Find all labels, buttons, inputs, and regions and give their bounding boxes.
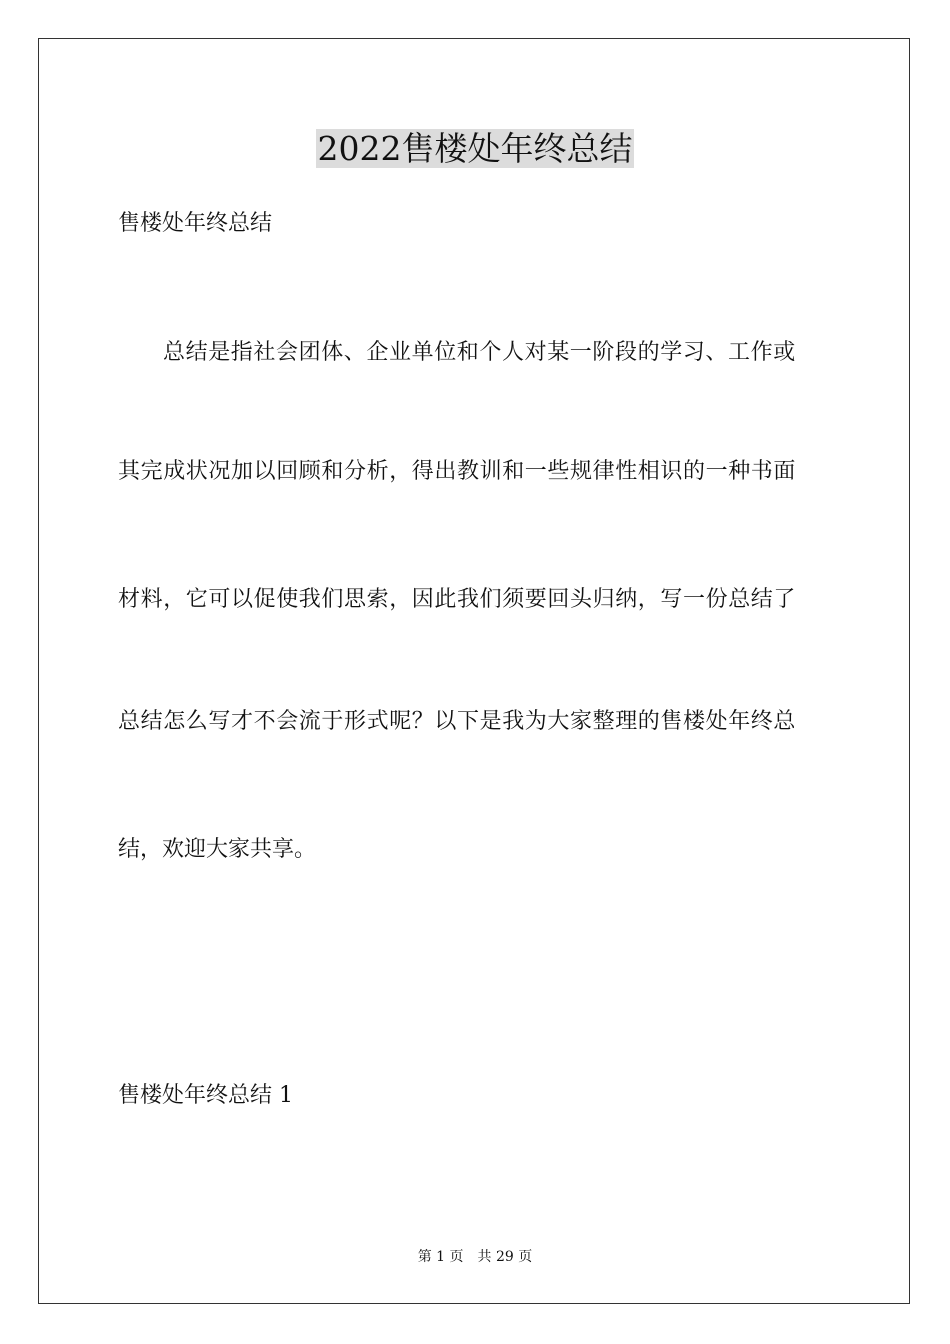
- page-number: 第 1 页: [417, 1249, 464, 1265]
- section-heading: 售楼处年终总结 1: [118, 1083, 293, 1108]
- paragraph-line: 结，欢迎大家共享。: [118, 837, 317, 862]
- paragraph-line: 总结是指社会团体、企业单位和个人对某一阶段的学习、工作或: [163, 340, 796, 365]
- document-subtitle: 售楼处年终总结: [118, 211, 273, 236]
- page-footer: [0, 1247, 950, 1267]
- document-title: [0, 126, 950, 172]
- page-total: 共 29 页: [477, 1249, 533, 1265]
- document-title-text: 2022售楼处年终总结: [317, 129, 633, 168]
- paragraph-line: 总结怎么写才不会流于形式呢？以下是我为大家整理的售楼处年终总: [118, 709, 797, 734]
- paragraph-line: 材料，它可以促使我们思索，因此我们须要回头归纳，写一份总结了: [118, 587, 797, 612]
- paragraph-line: 其完成状况加以回顾和分析，得出教训和一些规律性相识的一种书面: [118, 459, 797, 484]
